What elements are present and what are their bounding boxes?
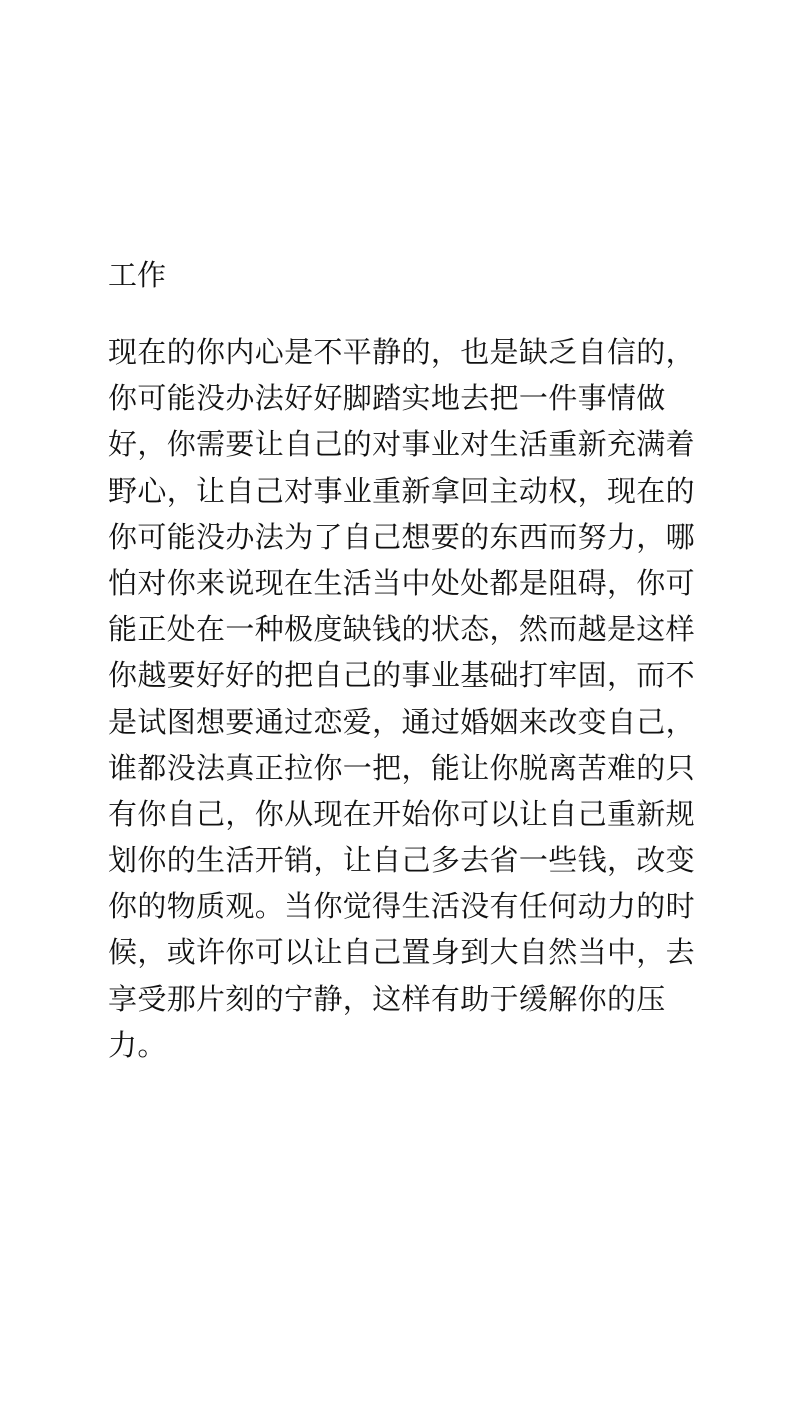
text-line: 你的物质观。当你觉得生活没有任何动力的时 xyxy=(108,889,696,924)
text-line: 力。 xyxy=(108,1027,167,1062)
text-line: 谁都没法真正拉你一把，能让你脱离苦难的只 xyxy=(108,750,696,785)
section-title: 工作 xyxy=(108,258,167,292)
text-line: 享受那片刻的宁静，这样有助于缓解你的压 xyxy=(108,981,666,1016)
text-line: 你可能没办法为了自己想要的东西而努力，哪 xyxy=(108,519,696,554)
text-line: 怕对你来说现在生活当中处处都是阻碍，你可 xyxy=(108,565,696,600)
text-line: 你可能没办法好好脚踏实地去把一件事情做 xyxy=(108,381,666,416)
text-line: 能正处在一种极度缺钱的状态，然而越是这样 xyxy=(108,612,696,647)
text-line: 好，你需要让自己的对事业对生活重新充满着 xyxy=(108,427,696,462)
text-line: 野心，让自己对事业重新拿回主动权，现在的 xyxy=(108,473,696,508)
text-line: 你越要好好的把自己的事业基础打牢固，而不 xyxy=(108,658,696,693)
text-line: 候，或许你可以让自己置身到大自然当中，去 xyxy=(108,935,696,970)
text-line: 划你的生活开销，让自己多去省一些钱，改变 xyxy=(108,843,696,878)
paragraph xyxy=(108,329,758,1068)
text-line: 现在的你内心是不平静的，也是缺乏自信的， xyxy=(108,335,696,369)
text-line: 是试图想要通过恋爱，通过婚姻来改变自己， xyxy=(108,704,696,739)
text-line: 有你自己，你从现在开始你可以让自己重新规 xyxy=(108,796,696,831)
